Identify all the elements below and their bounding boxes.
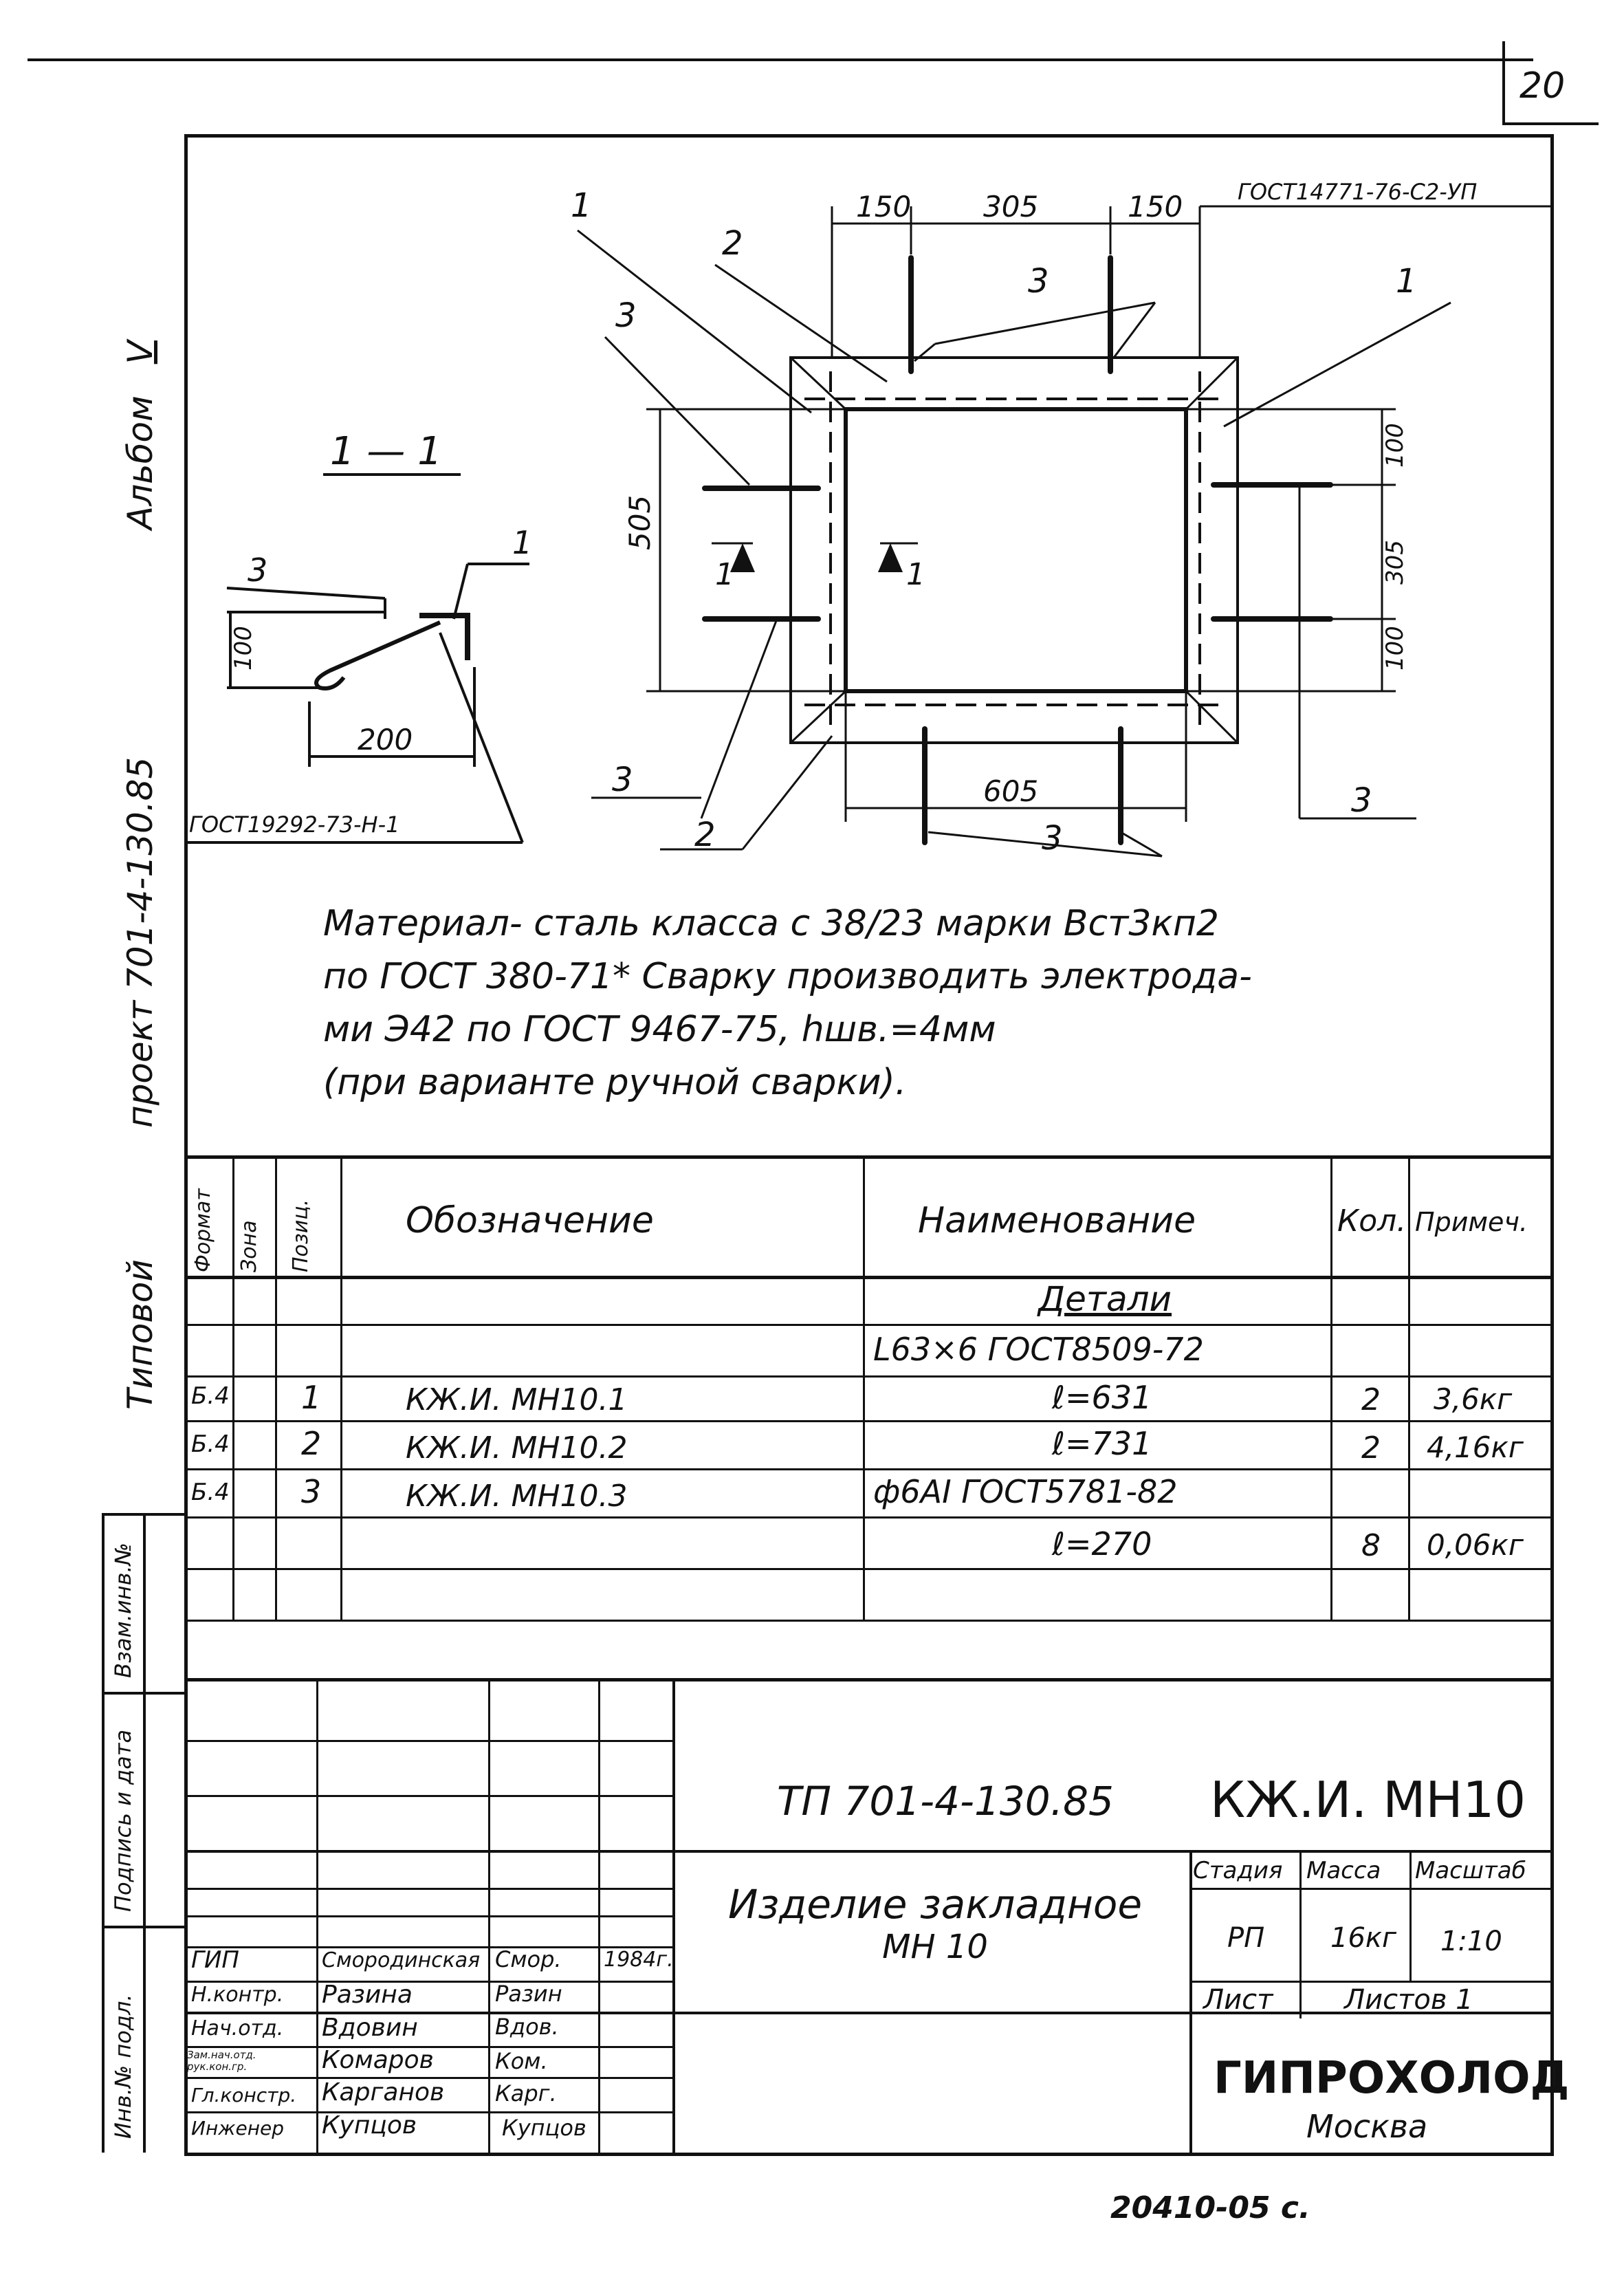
corner-weld	[791, 358, 846, 409]
row-pos: 1	[301, 1379, 322, 1416]
row-oboz: КЖ.И. МН10.2	[406, 1430, 628, 1466]
header-prim: Примеч.	[1415, 1207, 1528, 1237]
note-line: ми Э42 по ГОСТ 9467-75, hшв.=4мм	[323, 1009, 996, 1050]
leader	[227, 588, 385, 598]
cut-arrow	[732, 547, 753, 571]
tb-v	[1409, 1850, 1412, 1981]
dim-text: 605	[983, 774, 1039, 808]
note-line: по ГОСТ 380-71* Сварку производить электрода-	[323, 956, 1252, 997]
note-line: Материал- сталь класса с 38/23 марки Вст3кп2	[323, 903, 1219, 944]
spec-row	[186, 1516, 1552, 1519]
row-naim: ℓ=270	[1052, 1525, 1152, 1563]
spec-col	[1408, 1155, 1410, 1620]
dim-text: 100	[1381, 626, 1409, 671]
leader	[454, 564, 468, 619]
tb-h	[1189, 1888, 1552, 1890]
tb-v	[316, 1678, 318, 2153]
cut-arrow	[880, 547, 901, 571]
row-oboz: КЖ.И. МН10.1	[406, 1382, 628, 1417]
tb-h	[186, 1740, 674, 1742]
row-fmt: Б.4	[191, 1479, 230, 1506]
corner-weld	[1186, 358, 1238, 409]
leader	[1224, 303, 1451, 426]
mass-label: Масса	[1306, 1857, 1381, 1884]
spec-row	[186, 1324, 1552, 1326]
pos-3: 3	[615, 296, 637, 335]
note-line: (при варианте ручной сварки).	[323, 1062, 907, 1103]
header-zone: Зона	[237, 1220, 261, 1272]
role: Нач.отд.	[191, 2016, 284, 2040]
spec-row	[186, 1375, 1552, 1378]
pos-3: 3	[1351, 781, 1372, 820]
gost-top: ГОСТ14771-76-С2-УП	[1238, 179, 1478, 205]
tb-v	[1299, 1850, 1302, 2018]
spec-col	[232, 1155, 234, 1620]
stage-label: Стадия	[1193, 1857, 1283, 1884]
pos-3: 3	[1042, 819, 1063, 858]
spec-col	[1330, 1155, 1332, 1620]
leader	[1114, 303, 1155, 358]
corner-weld	[1186, 691, 1238, 743]
leader	[935, 303, 1155, 344]
tb-v	[488, 1678, 490, 2153]
dim-text: 150	[856, 190, 912, 224]
stage-value: РП	[1227, 1922, 1265, 1954]
row-prim: 4,16кг	[1427, 1430, 1524, 1464]
tb-v	[672, 1678, 675, 2153]
row-kol: 8	[1361, 1528, 1381, 1563]
dim-text: 305	[983, 190, 1039, 224]
typical-label: Типовой	[120, 1259, 160, 1410]
album-text: Альбом	[120, 395, 160, 530]
role: Гл.констр.	[191, 2084, 297, 2107]
role: Н.контр.	[191, 1983, 284, 2007]
header-pos: Позиц.	[289, 1199, 313, 1272]
row-kol: 2	[1361, 1430, 1381, 1466]
tb-h	[186, 1888, 674, 1890]
row-naim: L63×6 ГОСТ8509-72	[873, 1331, 1204, 1368]
row-fmt: Б.4	[191, 1382, 230, 1410]
tb-h	[186, 2111, 674, 2113]
row-pos: 2	[301, 1425, 322, 1462]
frame-inner	[846, 409, 1186, 691]
spec-row	[186, 1468, 1552, 1470]
org-city: Москва	[1306, 2108, 1428, 2145]
doc-code: ТП 701-4-130.85	[777, 1778, 1114, 1825]
podpis-label: Подпись и дата	[110, 1729, 136, 1912]
sign-year: 1984г.	[604, 1948, 674, 1972]
item-name	[694, 1881, 1176, 1966]
frame-outer	[791, 358, 1238, 743]
item-name-line1: Изделие закладное	[727, 1881, 1143, 1928]
row-naim: ℓ=731	[1052, 1425, 1152, 1462]
leader	[701, 619, 777, 818]
signature: Карг.	[495, 2080, 557, 2107]
notes-block	[323, 897, 1526, 1109]
row-oboz: КЖ.И. МН10.3	[406, 1479, 628, 1514]
dim-text: 305	[1381, 540, 1409, 585]
spec-top	[186, 1155, 1552, 1159]
spec-col	[340, 1155, 342, 1620]
scale-label: Масштаб	[1415, 1857, 1526, 1884]
row-fmt: Б.4	[191, 1430, 230, 1458]
leader	[440, 633, 523, 842]
sheet-label: Лист	[1203, 1984, 1273, 2016]
row-naim: ф6АI ГОСТ5781-82	[873, 1473, 1178, 1510]
signature: Разин	[495, 1981, 562, 2007]
tb-v	[598, 1678, 600, 2153]
person-name: Комаров	[322, 2046, 434, 2074]
spec-col	[863, 1155, 865, 1620]
spec-header-bottom	[186, 1276, 1552, 1279]
signature: Купцов	[502, 2115, 586, 2141]
pos-3: 3	[1028, 262, 1049, 301]
anchor-hook	[316, 622, 440, 688]
spec-row	[186, 1568, 1552, 1570]
role: Инженер	[191, 2117, 285, 2140]
pos-1: 1	[571, 186, 592, 225]
tb-h	[1189, 1981, 1552, 1983]
sheet-number: 20	[1519, 65, 1566, 107]
cut-label: 1	[906, 557, 925, 592]
row-naim: ℓ=631	[1052, 1379, 1152, 1416]
tb-h	[186, 1850, 1552, 1853]
pos-1: 1	[1396, 262, 1417, 301]
dim-text: 100	[1381, 423, 1409, 468]
person-name: Разина	[322, 1981, 413, 2009]
section-details: Детали	[1038, 1279, 1172, 1319]
scale-value: 1:10	[1440, 1926, 1502, 1957]
pos-3: 3	[612, 761, 633, 799]
header-format: Формат	[191, 1188, 215, 1272]
person-name: Смородинская	[322, 1948, 481, 1972]
pos-1: 1	[512, 524, 533, 561]
row-prim: 0,06кг	[1427, 1528, 1524, 1562]
sheets-label: Листов 1	[1344, 1984, 1473, 2016]
leader	[605, 337, 749, 485]
row-kol: 2	[1361, 1382, 1381, 1417]
tb-h	[186, 1915, 674, 1917]
project-label: проект 701-4-130.85	[120, 756, 160, 1128]
row-pos: 3	[301, 1473, 322, 1510]
inv-podl-label: Инв.№ подл.	[110, 1994, 136, 2139]
header-oboz: Обозначение	[406, 1200, 654, 1241]
tb-v	[1189, 1850, 1192, 2153]
mass-value: 16кг	[1330, 1922, 1397, 1954]
dim-text: 150	[1128, 190, 1183, 224]
person-name: Карганов	[322, 2078, 445, 2107]
leader	[578, 230, 811, 413]
tb-h	[186, 1795, 674, 1797]
signature: Вдов.	[495, 2014, 559, 2040]
role: ГИП	[191, 1946, 239, 1974]
leader	[715, 265, 887, 382]
pos-3: 3	[248, 552, 268, 589]
person-name: Вдовин	[322, 2014, 418, 2042]
header-kol: Кол.	[1337, 1204, 1407, 1239]
dim-text: 200	[358, 723, 413, 756]
vzam-inv-label: Взам.инв.№	[110, 1543, 136, 1678]
signature: Ком.	[495, 2048, 548, 2074]
doc-mark: КЖ.И. МН10	[1210, 1771, 1526, 1829]
role: Зам.нач.отд. рук.кон.гр.	[187, 2049, 256, 2073]
gost-section: ГОСТ19292-73-Н-1	[189, 812, 400, 838]
section-label: 1 — 1	[330, 429, 442, 474]
header-naim: Наименование	[918, 1200, 1196, 1241]
pos-2: 2	[694, 816, 716, 854]
row-prim: 3,6кг	[1434, 1382, 1513, 1416]
spec-col	[275, 1155, 277, 1620]
dim-text: 505	[623, 494, 657, 550]
signature: Смор.	[495, 1946, 562, 1972]
spec-bottom	[186, 1678, 1552, 1681]
person-name: Купцов	[322, 2111, 417, 2140]
leader	[743, 736, 832, 849]
org-name: ГИПРОХОЛОД	[1214, 2053, 1570, 2104]
cut-label: 1	[715, 557, 734, 592]
spec-row	[186, 1420, 1552, 1422]
corner-weld	[791, 691, 846, 743]
pos-2: 2	[722, 224, 743, 263]
spec-row	[186, 1620, 1552, 1622]
album-number: V	[120, 340, 160, 364]
dim-text: 100	[230, 626, 257, 671]
item-name-line2: МН 10	[882, 1928, 988, 1966]
stamp-number: 20410-05 с.	[1110, 2190, 1310, 2225]
